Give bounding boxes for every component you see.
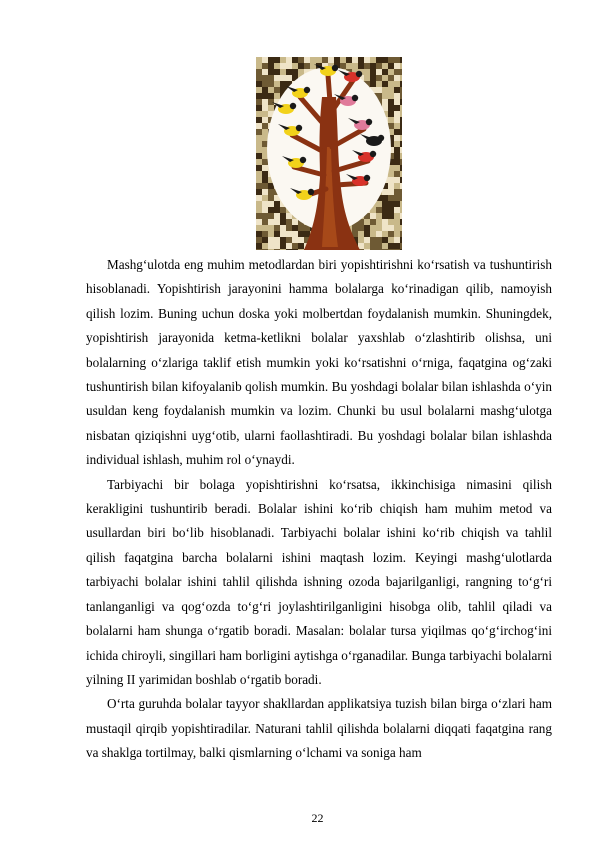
paragraph-1: Mashg‘ulotda eng muhim metodlardan biri yopishtirishni ko‘rsatish va tushuntirish hisoblanadi. Yopishtirish jarayonini hamma bolalarga ko‘rinadigan qilib, namoyish qilish lozim. Buning uchun doska yoki molbertdan foydalanish mumkin. Shuningdek, yopishtirish jarayonida ketma-ketlikni bolalar yaxshlab o‘zlashtirib olishsa, uni bolalarning o‘zlariga taklif etish mumkin yoki ko‘rsatishni o‘rniga, faqatgina og‘zaki tushuntirish bilan kifoyalanib qolish mumkin. Bu yoshdagi bolalar bilan ishlashda o‘yin usuldan keng foydalanish mumkin va lozim. Chunki bu usul bolalarni mashg‘ulotga nisbatan qiziqishni uyg‘otib, ularni faollashtiradi. Bu yoshdagi bolalar bilan ishlashda individual ishlash, muhim rol o‘ynaydi. <box>86 257 552 468</box>
tree-with-birds-image <box>256 57 402 250</box>
body-text <box>86 253 552 766</box>
page-number: 22 <box>311 811 324 825</box>
paragraph-3: O‘rta guruhda bolalar tayyor shakllardan applikatsiya tuzish bilan birga o‘zlari ham mustaqil qirqib yopishtiradilar. Naturani tahlil qilishda bolalarni diqqati faqatgina rang va shaklga tortilmay, balki qismlarning o‘lchami va soniga ham <box>86 696 552 761</box>
paragraph-2: Tarbiyachi bir bolaga yopishtirishni ko‘rsatsa, ikkinchisiga nimasini qilish kerakligini tushuntirib beradi. Bolalar ishini ko‘rib chiqish ham muhim metod va usullardan biri bo‘lib hisoblanadi. Tarbiyachi bolalar ishini ko‘rib chiqish va tahlil qilish faqatgina barcha bolalarni ishini maqtash lozim. Keyingi mashg‘ulotlarda tarbiyachi bolalar ishini tahlil qilishda ishning ozoda bajarilganligi, rangning to‘g‘ri tanlanganligi va qog‘ozda to‘g‘ri joylashtirilganligini hisobga olib, tahlil qiladi va bolalarni ham shunga o‘rgatib boradi. Masalan: bolalar tursa yiqilmas qo‘g‘irchog‘ini ichida chiroyli, singillari ham borligini aytishga o‘rganadilar. Bunga tarbiyachi bolalarni yilning II yarimidan boshlab o‘rgatib boradi. <box>86 476 552 687</box>
